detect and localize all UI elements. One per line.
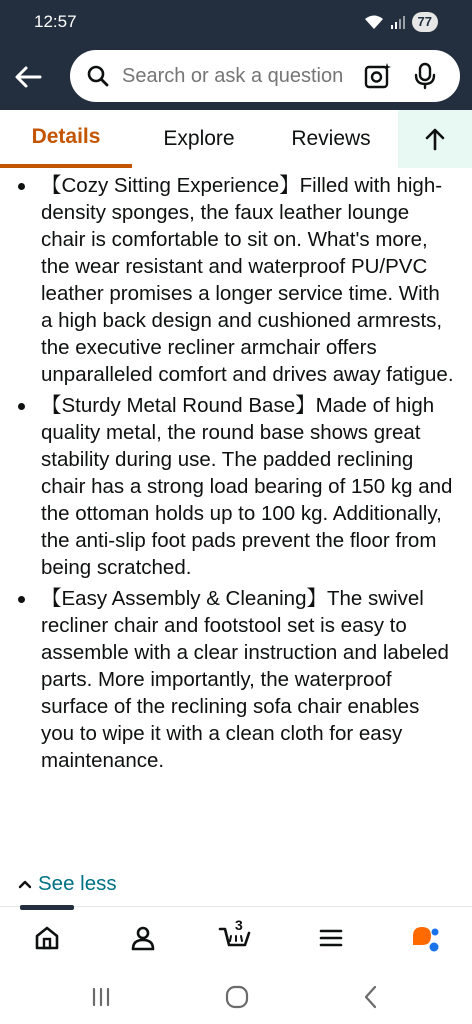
battery-indicator: 77 bbox=[412, 12, 438, 32]
bottom-nav bbox=[0, 906, 472, 968]
wifi-icon bbox=[364, 14, 384, 30]
assistant-icon bbox=[409, 922, 441, 954]
feature-text: 【Easy Assembly & Cleaning】The swivel recliner chair and footstool set is easy to assemble with a clear instruction and labeled parts. More importantly, the waterproof surface of the reclining sofa chair enables you to wipe it with a clean cloth for easy maintenance. bbox=[41, 587, 449, 772]
bullet-dot-icon bbox=[18, 403, 25, 410]
status-bar bbox=[0, 0, 472, 44]
feature-bullets bbox=[0, 172, 472, 774]
back-arrow-icon[interactable] bbox=[12, 61, 44, 93]
tab-details[interactable]: Details bbox=[0, 110, 132, 168]
chevron-up-icon bbox=[18, 879, 32, 889]
chevron-left-icon bbox=[361, 984, 381, 1010]
back-to-top-button[interactable] bbox=[398, 110, 472, 168]
nav-home[interactable] bbox=[30, 921, 64, 955]
status-time: 12:57 bbox=[34, 12, 77, 31]
feature-bullet bbox=[0, 392, 472, 581]
see-less-label: See less bbox=[38, 872, 117, 895]
nav-account[interactable] bbox=[126, 921, 160, 955]
system-back-button[interactable] bbox=[356, 982, 386, 1012]
circle-home-icon bbox=[224, 984, 250, 1010]
recent-apps-button[interactable] bbox=[86, 982, 116, 1012]
home-system-button[interactable] bbox=[222, 982, 252, 1012]
feature-bullet bbox=[0, 585, 472, 774]
search-header bbox=[0, 44, 472, 110]
camera-lens-icon[interactable] bbox=[364, 62, 392, 90]
bullet-dot-icon bbox=[18, 183, 25, 190]
signal-icon bbox=[390, 14, 406, 30]
microphone-icon[interactable] bbox=[412, 62, 438, 90]
system-nav-bar bbox=[0, 968, 472, 1024]
detail-tabs bbox=[0, 110, 472, 168]
feature-text: 【Sturdy Metal Round Base】Made of high quality metal, the round base shows great stability during use. The padded reclining chair has a strong load bearing of 150 kg and the ottoman holds up to 100 kg. Additionally, the anti-slip foot pads prevent the floor from being scratched. bbox=[41, 394, 453, 579]
search-icon bbox=[86, 64, 110, 88]
user-icon bbox=[129, 924, 157, 952]
recent-apps-icon bbox=[89, 986, 113, 1008]
feature-bullet bbox=[0, 172, 472, 388]
bullet-dot-icon bbox=[18, 596, 25, 603]
feature-text: 【Cozy Sitting Experience】Filled with high-density sponges, the faux leather lounge chair is comfortable to sit on. What's more, the wear resistant and waterproof PU/PVC leather promises a longer service time. With a high back design and cushioned armrests, the executive recliner armchair offers unparalleled comfort and drives away fatigue. bbox=[41, 174, 454, 386]
nav-cart[interactable] bbox=[218, 917, 252, 955]
arrow-up-icon bbox=[424, 127, 446, 151]
see-less-link[interactable] bbox=[18, 872, 117, 896]
nav-assistant[interactable] bbox=[408, 921, 442, 955]
search-input[interactable] bbox=[122, 65, 350, 88]
nav-menu[interactable] bbox=[314, 921, 348, 955]
menu-icon bbox=[318, 926, 344, 950]
tab-explore[interactable]: Explore bbox=[163, 127, 235, 150]
home-icon bbox=[33, 924, 61, 952]
tab-reviews[interactable]: Reviews bbox=[291, 127, 371, 150]
search-box[interactable] bbox=[70, 50, 460, 102]
cart-count-badge: 3 bbox=[235, 917, 243, 933]
status-icons bbox=[364, 12, 438, 32]
product-details bbox=[0, 172, 472, 902]
active-nav-indicator bbox=[20, 905, 74, 910]
